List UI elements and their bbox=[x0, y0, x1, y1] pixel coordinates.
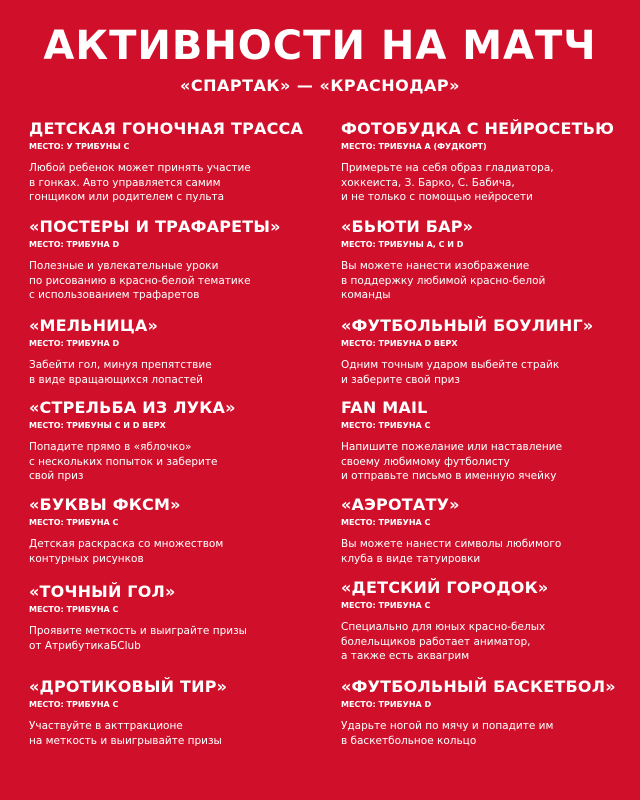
activity-title: «ФУТБОЛЬНЫЙ БАСКЕТБОЛ» bbox=[341, 677, 616, 696]
activity-item bbox=[29, 677, 319, 748]
activity-title: «ПОСТЕРЫ И ТРАФАРЕТЫ» bbox=[29, 217, 281, 236]
activity-item bbox=[29, 398, 319, 484]
activity-item bbox=[29, 582, 319, 653]
activity-item bbox=[29, 119, 319, 205]
activity-location: МЕСТО: ТРИБУНА C bbox=[29, 700, 119, 709]
activity-title: «АЭРОТАТУ» bbox=[341, 495, 460, 514]
activity-location: МЕСТО: ТРИБУНЫ C И D ВЕРХ bbox=[29, 421, 166, 430]
activity-title: FAN MAIL bbox=[341, 398, 428, 417]
activity-description: Попадите прямо в «яблочко» с нескольких попыток и заберите свой приз bbox=[29, 441, 218, 482]
activity-title: «МЕЛЬНИЦА» bbox=[29, 316, 159, 335]
activity-title: «ДЕТСКИЙ ГОРОДОК» bbox=[341, 578, 549, 597]
activity-item bbox=[341, 119, 631, 205]
activity-item bbox=[29, 217, 319, 303]
activity-location: МЕСТО: ТРИБУНА D bbox=[29, 240, 120, 249]
activity-location: МЕСТО: ТРИБУНА C bbox=[341, 421, 431, 430]
activity-description: Любой ребенок может принять участие в гонках. Авто управляется самим гонщиком или родителем с пульта bbox=[29, 162, 251, 203]
match-subtitle: «СПАРТАК» — «КРАСНОДАР» bbox=[180, 76, 460, 95]
activity-description: Ударьте ногой по мячу и попадите им в баскетбольное кольцо bbox=[341, 720, 554, 747]
activity-location: МЕСТО: ТРИБУНЫ А, С И D bbox=[341, 240, 464, 249]
activity-title: «БУКВЫ ФКСМ» bbox=[29, 495, 181, 514]
activity-title: «СТРЕЛЬБА ИЗ ЛУКА» bbox=[29, 398, 236, 417]
activity-title: «БЬЮТИ БАР» bbox=[341, 217, 474, 236]
activity-description: Участвуйте в акттракционе на меткость и выигрывайте призы bbox=[29, 720, 222, 747]
activity-description: Вы можете нанести изображение в поддержку любимой красно-белой команды bbox=[341, 260, 546, 301]
activity-location: МЕСТО: ТРИБУНА D bbox=[341, 700, 432, 709]
activity-description: Забейти гол, минуя препятствие в виде вращающихся лопастей bbox=[29, 359, 212, 386]
activity-item bbox=[341, 398, 631, 484]
activity-title: ДЕТСКАЯ ГОНОЧНАЯ ТРАССА bbox=[29, 119, 304, 138]
activity-description: Одним точным ударом выбейте страйк и заберите свой приз bbox=[341, 359, 560, 386]
activity-title: ФОТОБУДКА С НЕЙРОСЕТЬЮ bbox=[341, 119, 615, 138]
activity-item bbox=[341, 578, 631, 664]
activity-location: МЕСТО: ТРИБУНА D bbox=[29, 339, 120, 348]
activity-title: «ФУТБОЛЬНЫЙ БОУЛИНГ» bbox=[341, 316, 594, 335]
activity-description: Напишите пожелание или наставление своему любимому футболисту и отправьте письмо в именную ячейку bbox=[341, 441, 563, 482]
activity-description: Проявите меткость и выиграйте призы от АтрибутикаБClub bbox=[29, 625, 247, 652]
page-title: АКТИВНОСТИ НА МАТЧ bbox=[43, 23, 597, 69]
activity-item bbox=[29, 316, 319, 387]
activity-location: МЕСТО: ТРИБУНА C bbox=[341, 518, 431, 527]
activity-description: Вы можете нанести символы любимого клуба в виде татуировки bbox=[341, 538, 562, 565]
activity-item bbox=[341, 217, 631, 303]
activity-description: Специально для юных красно-белых болельщиков работает аниматор, а также есть аквагрим bbox=[341, 621, 546, 662]
activity-title: «ТОЧНЫЙ ГОЛ» bbox=[29, 582, 176, 601]
activity-description: Примерьте на себя образ гладиатора, хоккеиста, З. Барко, С. Бабича, и не только с помощью нейросети bbox=[341, 162, 554, 203]
activity-location: МЕСТО: ТРИБУНА D ВЕРХ bbox=[341, 339, 458, 348]
activity-item bbox=[29, 495, 319, 566]
activity-location: МЕСТО: У ТРИБУНЫ C bbox=[29, 142, 130, 151]
activity-location: МЕСТО: ТРИБУНА C bbox=[29, 518, 119, 527]
activity-location: МЕСТО: ТРИБУНА C bbox=[29, 605, 119, 614]
activity-description: Детская раскраска со множеством контурных рисунков bbox=[29, 538, 224, 565]
activity-item bbox=[341, 677, 631, 748]
activity-description: Полезные и увлекательные уроки по рисованию в красно-белой тематике с использованием трафаретов bbox=[29, 260, 251, 301]
activity-location: МЕСТО: ТРИБУНА C bbox=[341, 601, 431, 610]
activity-location: МЕСТО: ТРИБУНА А (ФУДКОРТ) bbox=[341, 142, 487, 151]
activity-item bbox=[341, 316, 631, 387]
activity-item bbox=[341, 495, 631, 566]
activity-title: «ДРОТИКОВЫЙ ТИР» bbox=[29, 677, 228, 696]
